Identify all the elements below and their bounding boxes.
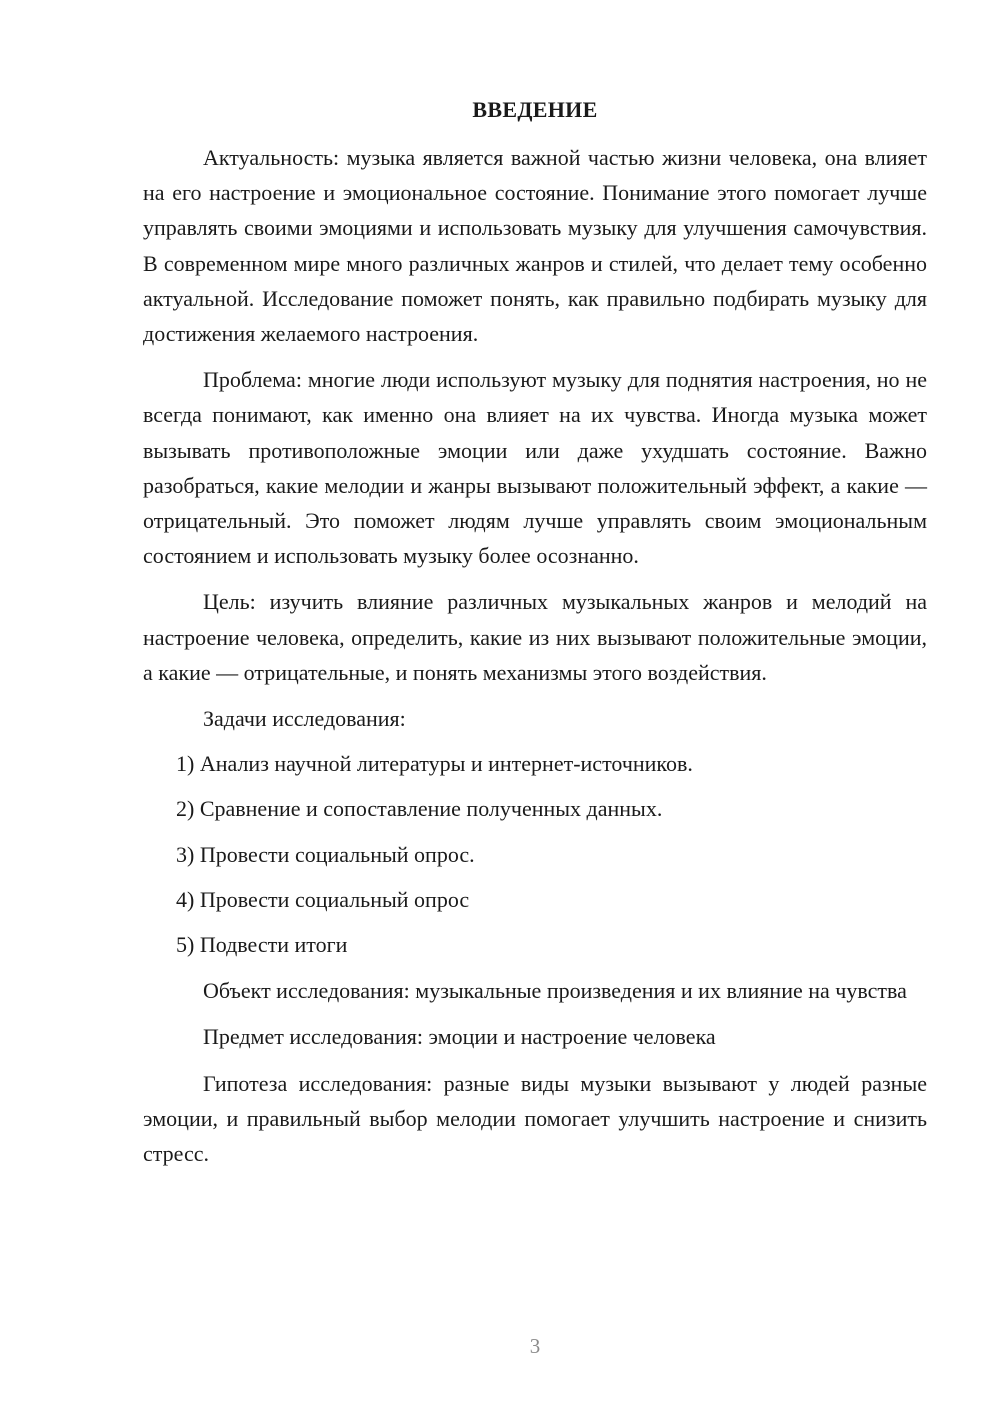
list-item: 3) Провести социальный опрос.	[176, 841, 475, 867]
object-paragraph: Объект исследования: музыкальные произведения и их влияние на чувства	[203, 978, 907, 1004]
list-item: 5) Подвести итоги	[176, 932, 348, 958]
subject-paragraph: Предмет исследования: эмоции и настроение человека	[203, 1024, 716, 1050]
goal-paragraph: Цель: изучить влияние различных музыкальных жанров и мелодий на настроение человека, определить, какие из них вызывают положительные эмоции, а какие — отрицательные, и понять механизмы этого воздействия.	[143, 589, 927, 685]
list-item: 2) Сравнение и сопоставление полученных данных.	[176, 796, 663, 822]
list-item: 1) Анализ научной литературы и интернет-источников.	[176, 751, 693, 777]
page-title: ВВЕДЕНИЕ	[472, 97, 598, 122]
list-item: 4) Провести социальный опрос	[176, 886, 470, 912]
problem-paragraph: Проблема: многие люди используют музыку для поднятия настроения, но не всегда понимают, как именно она влияет на их чувства. Иногда музыка может вызывать противоположные эмоции или даже ухудшать состояние. Важно разобраться, какие мелодии и жанры вызывают положительный эффект, а какие — отрицательный. Это поможет людям лучше управлять своим эмоциональным состоянием и использовать музыку более осознанно.	[143, 367, 927, 569]
hypothesis-paragraph: Гипотеза исследования: разные виды музыки вызывают у людей разные эмоции, и правильный выбор мелодии помогает улучшить настроение и снизить стресс.	[143, 1070, 927, 1167]
relevance-paragraph: Актуальность: музыка является важной частью жизни человека, она влияет на его настроение и эмоциональное состояние. Понимание этого помогает лучше управлять своими эмоциями и использовать музыку для улучшения самочувствия. В современном мире много различных жанров и стилей, что делает тему особенно актуальной. Исследование поможет понять, как правильно подбирать музыку для достижения желаемого настроения.	[143, 145, 927, 347]
tasks-heading: Задачи исследования:	[203, 706, 406, 732]
page-content	[143, 94, 927, 1171]
page-number: 3	[529, 1334, 541, 1358]
tasks-list	[143, 746, 927, 962]
